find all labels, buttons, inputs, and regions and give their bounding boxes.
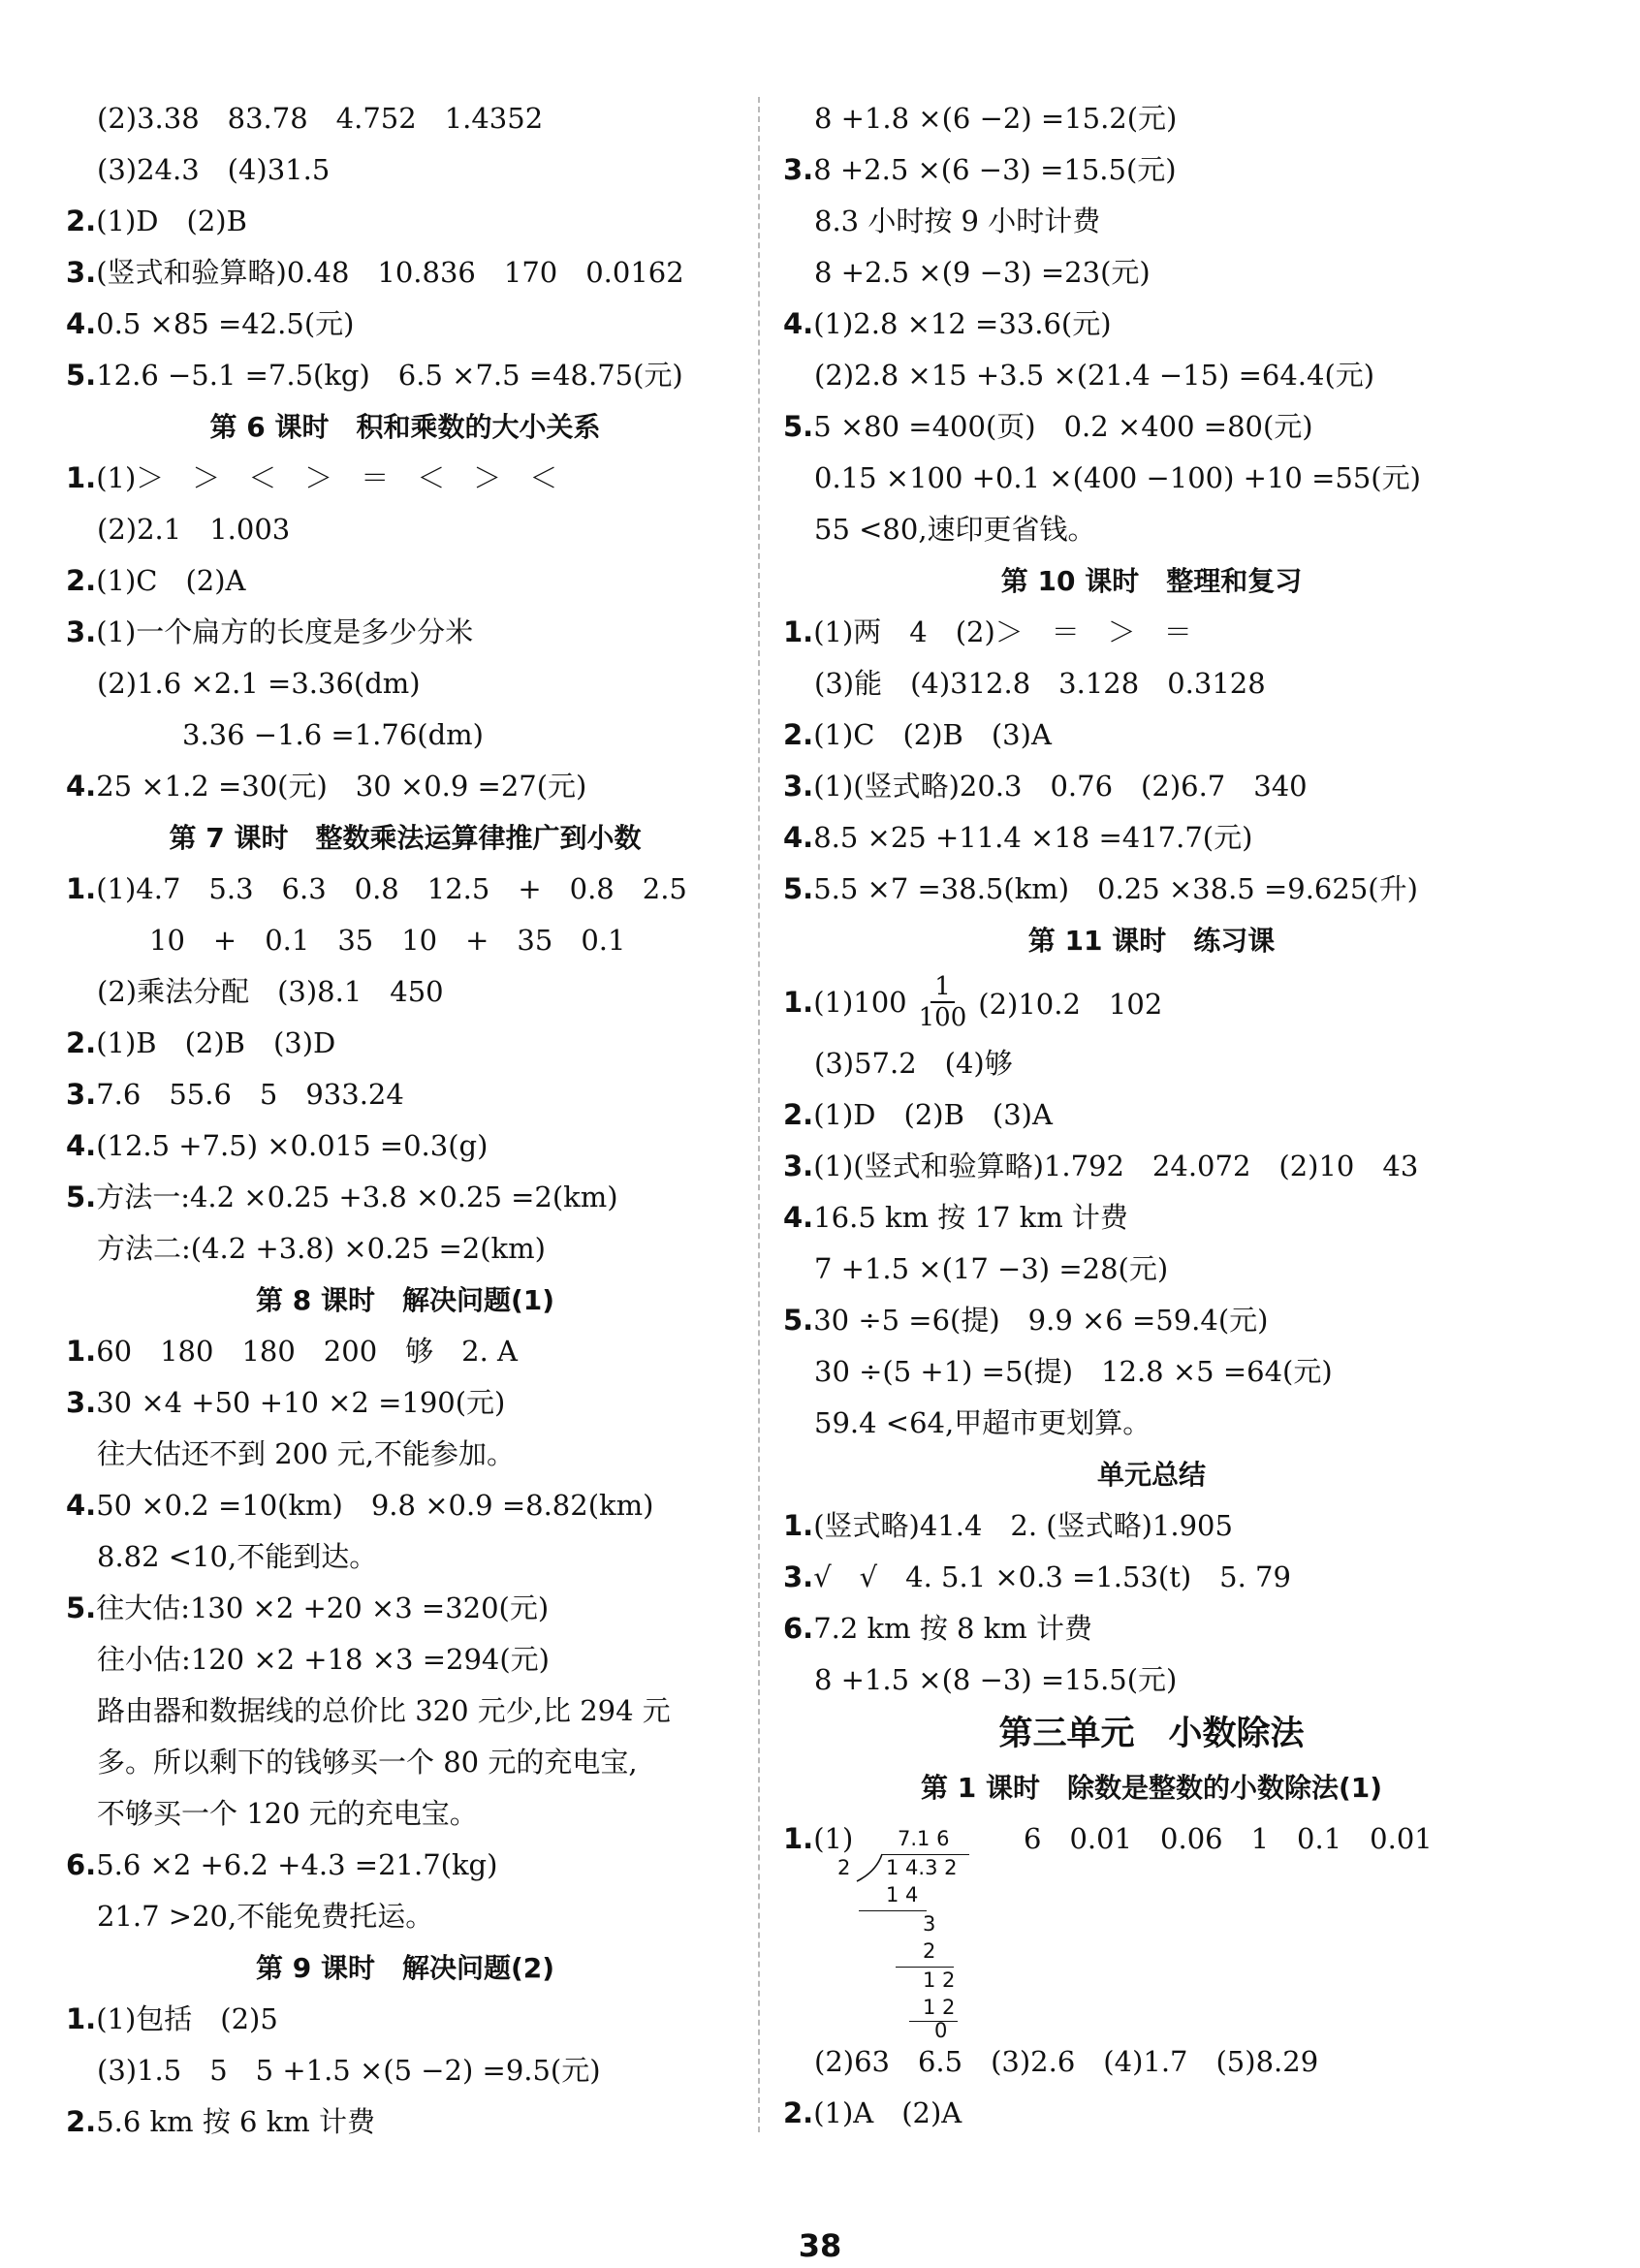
answer-line: 往大估还不到 200 元,不能参加。 xyxy=(97,1437,516,1470)
item-number: 1. xyxy=(783,1822,814,1855)
answer-line: (2)2.1 1.003 xyxy=(97,513,291,546)
division-dividend: 1 4.3 2 xyxy=(886,1856,958,1879)
item-number: 2. xyxy=(783,2096,814,2129)
answer-item xyxy=(66,299,744,350)
answer-text: 8 +2.5 ×(6 −3) =15.5(元) xyxy=(813,153,1177,186)
answer-line: (3)1.5 5 5 +1.5 ×(5 −2) =9.5(元) xyxy=(97,2054,601,2087)
answer-text: 0.5 ×85 =42.5(元) xyxy=(96,307,355,340)
answer-text: 5.6 ×2 +6.2 +4.3 =21.7(kg) xyxy=(96,1848,498,1881)
item-number: 3. xyxy=(783,153,814,186)
item-number: 4. xyxy=(66,770,97,803)
answer-line: 30 ÷(5 +1) =5(提) 12.8 ×5 =64(元) xyxy=(814,1355,1333,1388)
section-heading: 第 7 课时 整数乘法运算律推广到小数 xyxy=(169,822,642,854)
page-number: 38 xyxy=(798,2227,842,2264)
item-number: 1. xyxy=(66,1335,97,1368)
answer-line: (2)乘法分配 (3)8.1 450 xyxy=(97,975,444,1008)
answer-item xyxy=(66,864,744,915)
answer-item xyxy=(66,1994,744,2045)
item-number: 2. xyxy=(66,205,97,237)
answer-item xyxy=(783,299,1520,350)
answer-line: 路由器和数据线的总价比 320 元少,比 294 元 xyxy=(97,1694,671,1727)
item-number: 4. xyxy=(783,1201,814,1234)
answer-line: (2)1.6 ×2.1 =3.36(dm) xyxy=(97,667,421,700)
item-number: 5. xyxy=(66,1591,97,1624)
answer-text: (1)一个扁方的长度是多少分米 xyxy=(96,615,474,648)
answer-line: 0.15 ×100 +0.1 ×(400 −100) +10 =55(元) xyxy=(814,461,1421,494)
answer-text: (12.5 +7.5) ×0.015 =0.3(g) xyxy=(96,1129,489,1162)
item-number: 3. xyxy=(66,1386,97,1419)
answer-line: 7 +1.5 ×(17 −3) =28(元) xyxy=(814,1252,1169,1285)
item-number: 3. xyxy=(783,1150,814,1182)
item-number: 3. xyxy=(66,1078,97,1111)
section-heading: 第 9 课时 解决问题(2) xyxy=(255,1952,555,1984)
answer-item xyxy=(783,1141,1520,1192)
answer-text: 往大估:130 ×2 +20 ×3 =320(元) xyxy=(96,1591,550,1624)
answer-line: 多。所以剩下的钱够买一个 80 元的充电宝, xyxy=(97,1746,638,1779)
answer-text: (1)A (2)A xyxy=(813,2096,962,2129)
answer-text: 16.5 km 按 17 km 计费 xyxy=(813,1201,1128,1234)
column-divider xyxy=(758,97,760,2132)
division-quotient: 7.1 6 xyxy=(898,1827,950,1850)
answer-line: (2)2.8 ×15 +3.5 ×(21.4 −15) =64.4(元) xyxy=(814,359,1375,392)
answer-item xyxy=(783,812,1520,864)
fraction-denominator: 100 xyxy=(918,1003,967,1032)
answer-item xyxy=(783,401,1520,453)
answer-item xyxy=(783,1500,1520,1552)
answer-item xyxy=(783,1552,1520,1603)
answer-line: 8.82 <10,不能到达。 xyxy=(97,1540,378,1573)
item-number: 4. xyxy=(66,307,97,340)
item-number: 1. xyxy=(783,1509,814,1542)
answer-line: 方法二:(4.2 +3.8) ×0.25 =2(km) xyxy=(97,1232,546,1265)
answer-text: √ √ 4. 5.1 ×0.3 =1.53(t) 5. 79 xyxy=(813,1560,1291,1593)
division-step: 1 2 xyxy=(923,1996,956,2019)
left-column xyxy=(66,93,744,2148)
division-bracket xyxy=(855,1852,884,1883)
answer-item xyxy=(783,1603,1520,1654)
division-step: 1 4 xyxy=(886,1883,919,1906)
answer-text: (1)C (2)A xyxy=(96,564,246,597)
division-step: 3 xyxy=(923,1912,936,1936)
section-heading: 单元总结 xyxy=(1096,1459,1206,1491)
item-number: 1. xyxy=(66,461,97,494)
answer-line: (2)63 6.5 (3)2.6 (4)1.7 (5)8.29 xyxy=(814,2045,1319,2078)
item-number: 1. xyxy=(66,2002,97,2035)
answer-text: 30 ×4 +50 +10 ×2 =190(元) xyxy=(96,1386,506,1419)
answer-item xyxy=(66,761,744,812)
answer-text: (竖式略)41.4 2. (竖式略)1.905 xyxy=(813,1509,1233,1542)
item-number: 3. xyxy=(66,256,97,289)
answer-text: (1)D (2)B (3)A xyxy=(813,1098,1053,1131)
item-number: 2. xyxy=(783,1098,814,1131)
answer-text: (竖式和验算略)0.48 10.836 170 0.0162 xyxy=(96,256,684,289)
item-number: 4. xyxy=(66,1129,97,1162)
answer-text: 方法一:4.2 ×0.25 +3.8 ×0.25 =2(km) xyxy=(96,1181,618,1213)
right-column xyxy=(783,93,1520,2139)
answer-text: 7.2 km 按 8 km 计费 xyxy=(813,1612,1093,1645)
answer-item xyxy=(66,555,744,607)
item-number: 5. xyxy=(66,1181,97,1213)
answer-line: 8 +1.8 ×(6 −2) =15.2(元) xyxy=(814,102,1178,135)
answer-text: (1)4.7 5.3 6.3 0.8 12.5 + 0.8 2.5 xyxy=(96,872,687,905)
answer-line: 10 + 0.1 35 10 + 35 0.1 xyxy=(149,924,626,957)
answer-text: (1)2.8 ×12 =33.6(元) xyxy=(813,307,1112,340)
answer-line: 55 <80,速印更省钱。 xyxy=(814,513,1096,546)
item-number: 2. xyxy=(783,718,814,751)
answer-item xyxy=(66,247,744,299)
division-step: 1 2 xyxy=(923,1969,956,1992)
section-heading: 第 11 课时 练习课 xyxy=(1027,925,1276,957)
fraction-numerator: 1 xyxy=(930,972,955,1003)
answer-text: (1)＞ ＞ ＜ ＞ ＝ ＜ ＞ ＜ xyxy=(96,461,558,494)
item-number: 2. xyxy=(66,2105,97,2138)
answer-text: 5.6 km 按 6 km 计费 xyxy=(96,2105,376,2138)
answer-line: 3.36 −1.6 =1.76(dm) xyxy=(182,718,484,751)
answer-item xyxy=(783,761,1520,812)
section-heading: 第 1 课时 除数是整数的小数除法(1) xyxy=(920,1772,1383,1804)
answer-item xyxy=(66,1120,744,1172)
item-number: 3. xyxy=(66,615,97,648)
item-number: 2. xyxy=(66,1026,97,1059)
item-number: 3. xyxy=(783,1560,814,1593)
long-division xyxy=(837,1827,1012,2042)
answer-item xyxy=(783,1192,1520,1244)
answer-line: (3)能 (4)312.8 3.128 0.3128 xyxy=(814,667,1266,700)
item-number: 5. xyxy=(783,1304,814,1337)
answer-item xyxy=(783,1089,1520,1141)
answer-text: (1)两 4 (2)＞ ＝ ＞ ＝ xyxy=(813,615,1192,648)
answer-text: (1)D (2)B xyxy=(96,205,247,237)
item-number: 5. xyxy=(66,359,97,392)
section-heading: 第 8 课时 解决问题(1) xyxy=(255,1284,555,1316)
answer-line: (3)57.2 (4)够 xyxy=(814,1047,1013,1080)
item-number: 5. xyxy=(783,872,814,905)
answer-item xyxy=(66,196,744,247)
item-number: 4. xyxy=(66,1489,97,1522)
answer-item xyxy=(783,864,1520,915)
answer-item xyxy=(66,607,744,658)
answer-item xyxy=(66,1326,744,1377)
item-number: 3. xyxy=(783,770,814,803)
answer-item xyxy=(66,1840,744,1891)
item-number: 1. xyxy=(783,986,814,1019)
item-number: 6. xyxy=(66,1848,97,1881)
answer-text: 25 ×1.2 =30(元) 30 ×0.9 =27(元) xyxy=(96,770,587,803)
answer-item xyxy=(783,607,1520,658)
answer-line: 往小估:120 ×2 +18 ×3 =294(元) xyxy=(97,1643,550,1676)
item-number: 1. xyxy=(783,615,814,648)
fraction xyxy=(919,972,967,1032)
item-number: 4. xyxy=(783,307,814,340)
answer-item xyxy=(66,1172,744,1223)
answer-item xyxy=(783,144,1520,196)
answer-line: 59.4 <64,甲超市更划算。 xyxy=(814,1406,1151,1439)
answer-text: 30 ÷5 =6(提) 9.9 ×6 =59.4(元) xyxy=(813,1304,1269,1337)
answer-text: 12.6 −5.1 =7.5(kg) 6.5 ×7.5 =48.75(元) xyxy=(96,359,683,392)
answer-text: (1)包括 (2)5 xyxy=(96,2002,278,2035)
item-number: 5. xyxy=(783,410,814,443)
answer-text: (1)100 xyxy=(813,986,907,1019)
answer-text: 8.5 ×25 +11.4 ×18 =417.7(元) xyxy=(813,821,1253,854)
answer-text: 7.6 55.6 5 933.24 xyxy=(96,1078,404,1111)
division-divisor: 2 xyxy=(837,1856,851,1879)
answer-item xyxy=(783,2088,1520,2139)
answer-text: 60 180 180 200 够 2. A xyxy=(96,1335,518,1368)
answer-text: 5 ×80 =400(页) 0.2 ×400 =80(元) xyxy=(813,410,1313,443)
division-step: 0 xyxy=(934,2019,948,2042)
answer-text: (2)10.2 102 xyxy=(978,987,1163,1021)
answer-item xyxy=(66,1583,744,1634)
answer-text: (1)B (2)B (3)D xyxy=(96,1026,336,1059)
answer-item xyxy=(66,1018,744,1069)
fraction-answer-row xyxy=(783,966,1520,1038)
answer-text: (1)(竖式略)20.3 0.76 (2)6.7 340 xyxy=(813,770,1308,803)
item-number: 1. xyxy=(66,872,97,905)
answer-text: 6 0.01 0.06 1 0.1 0.01 xyxy=(1024,1822,1433,1855)
division-step: 2 xyxy=(923,1939,936,1963)
section-heading: 第 6 课时 积和乘数的大小关系 xyxy=(209,411,601,443)
unit-title: 第三单元 小数除法 xyxy=(998,1715,1305,1753)
answer-line: 21.7 >20,不能免费托运。 xyxy=(97,1900,434,1933)
answer-text: 5.5 ×7 =38.5(km) 0.25 ×38.5 =9.625(升) xyxy=(813,872,1418,905)
answer-line: 8 +2.5 ×(9 −3) =23(元) xyxy=(814,256,1151,289)
answer-line: (2)3.38 83.78 4.752 1.4352 xyxy=(97,102,544,135)
long-division-row xyxy=(783,1813,1520,2042)
answer-line: (3)24.3 (4)31.5 xyxy=(97,153,331,186)
answer-item xyxy=(66,453,744,504)
answer-text: (1)(竖式和验算略)1.792 24.072 (2)10 43 xyxy=(813,1150,1419,1182)
answer-item xyxy=(783,1295,1520,1346)
answer-item xyxy=(66,350,744,401)
answer-text: (1)C (2)B (3)A xyxy=(813,718,1052,751)
section-heading: 第 10 课时 整理和复习 xyxy=(1000,565,1303,597)
answer-text: (1) xyxy=(813,1822,854,1855)
answer-item xyxy=(66,1377,744,1429)
answer-item xyxy=(66,1069,744,1120)
item-number: 4. xyxy=(783,821,814,854)
answer-line: 8 +1.5 ×(8 −3) =15.5(元) xyxy=(814,1663,1178,1696)
item-number: 6. xyxy=(783,1612,814,1645)
answer-item xyxy=(66,2096,744,2148)
item-number: 2. xyxy=(66,564,97,597)
answer-line: 不够买一个 120 元的充电宝。 xyxy=(97,1797,478,1830)
answer-line: 8.3 小时按 9 小时计费 xyxy=(814,205,1101,237)
answer-text: 50 ×0.2 =10(km) 9.8 ×0.9 =8.82(km) xyxy=(96,1489,654,1522)
answer-item xyxy=(66,1480,744,1531)
answer-item xyxy=(783,709,1520,761)
